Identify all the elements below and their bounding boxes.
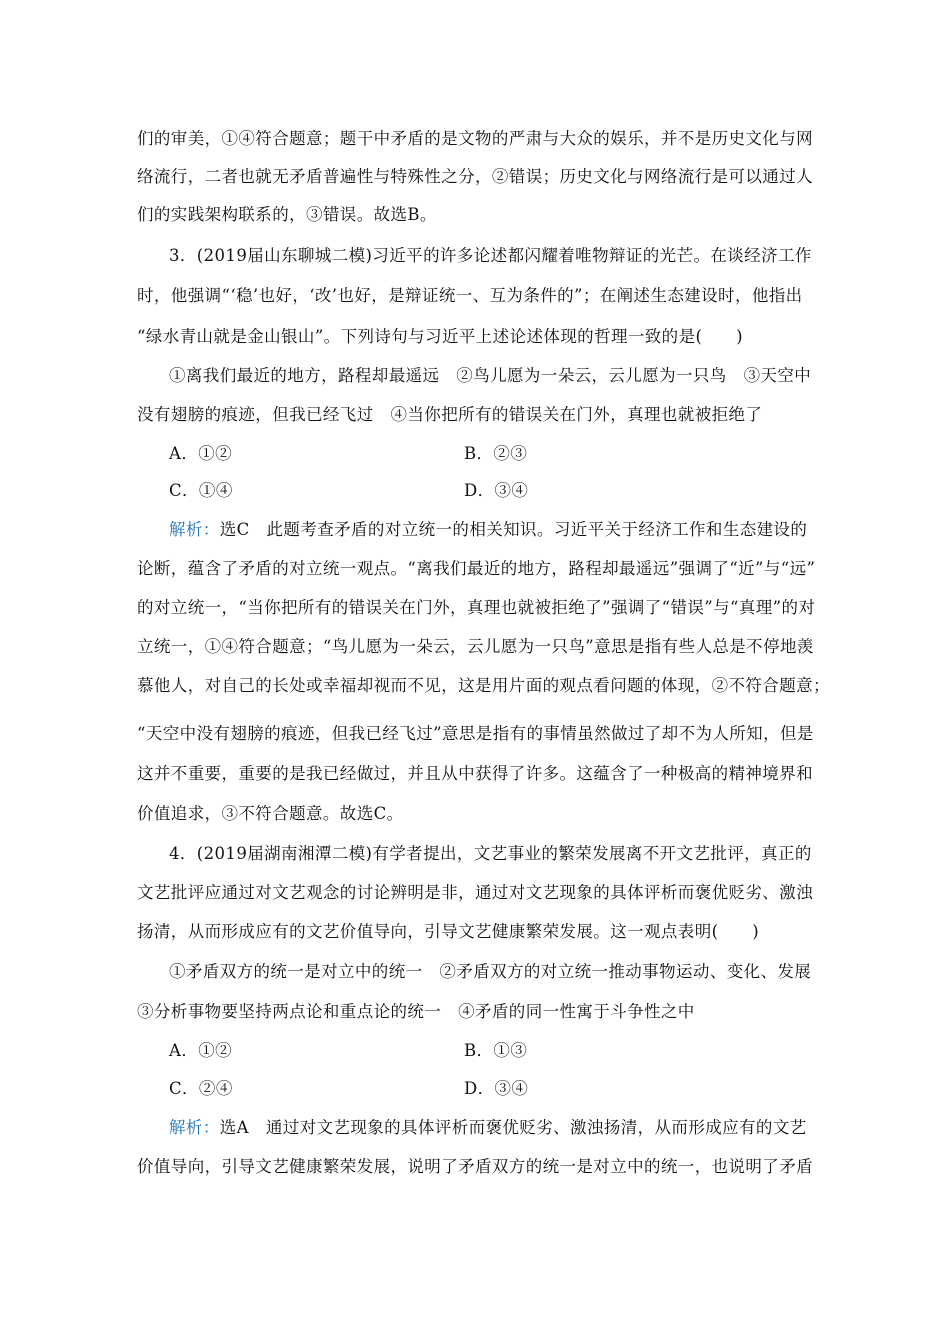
text-line: 络流行，二者也就无矛盾普遍性与特殊性之分，②错误；历史文化与网络流行是可以通过人	[137, 167, 813, 186]
question-4-line: 4．(2019届湖南湘潭二模)有学者提出，文艺事业的繁荣发展离不开文艺批评，真正的	[169, 844, 812, 863]
analysis-line: 慕他人，对自己的长处或幸福却视而不见，这是用片面的观点看问题的体现，②不符合题意；	[137, 676, 830, 695]
option-c: C．①④	[169, 481, 233, 500]
question-3-statements: 没有翅膀的痕迹，但我已经飞过 ④当你把所有的错误关在门外，真理也就被拒绝了	[137, 405, 763, 424]
question-3-line: “绿水青山就是金山银山”。下列诗句与习近平上述论述体现的哲理一致的是( )	[137, 327, 743, 346]
analysis-line: 立统一，①④符合题意；“鸟儿愿为一朵云，云儿愿为一只鸟”意思是指有些人总是不停地羡	[137, 637, 814, 656]
option-d: D．③④	[464, 1079, 529, 1098]
option-a: A．①②	[169, 1041, 233, 1060]
question-4-statements: ③分析事物要坚持两点论和重点论的统一 ④矛盾的同一性寓于斗争性之中	[137, 1002, 695, 1021]
text-line: 们的实践架构联系的，③错误。故选B。	[137, 205, 437, 224]
analysis-line	[169, 1109, 817, 1147]
analysis-label: 解析：	[169, 1118, 220, 1137]
text-line: 们的审美，①④符合题意；题干中矛盾的是文物的严肃与大众的娱乐，并不是历史文化与网	[137, 129, 813, 148]
option-c: C．②④	[169, 1079, 233, 1098]
analysis-line: 价值导向，引导文艺健康繁荣发展，说明了矛盾双方的统一是对立中的统一，也说明了矛盾	[137, 1157, 813, 1176]
question-3-line: 3．(2019届山东聊城二模)习近平的许多论述都闪耀着唯物辩证的光芒。在谈经济工作	[169, 246, 812, 265]
analysis-line: 价值追求，③不符合题意。故选C。	[137, 804, 404, 823]
option-a: A．①②	[169, 444, 233, 463]
question-4-line: 扬清，从而形成应有的文艺价值导向，引导文艺健康繁荣发展。这一观点表明( )	[137, 922, 760, 941]
analysis-line	[169, 511, 817, 549]
analysis-text: 选A 通过对文艺现象的具体评析而褒优贬劣、激浊扬清，从而形成应有的文艺	[219, 1118, 807, 1137]
question-4-line: 文艺批评应通过对文艺观念的讨论辨明是非，通过对文艺现象的具体评析而褒优贬劣、激浊	[137, 883, 813, 902]
analysis-line: “天空中没有翅膀的痕迹，但我已经飞过”意思是指有的事情虽然做过了却不为人所知，但是	[137, 724, 814, 743]
question-3-statements: ①离我们最近的地方，路程却最遥远 ②鸟儿愿为一朵云，云儿愿为一只鸟 ③天空中	[169, 366, 812, 385]
option-b: B．①③	[464, 1041, 528, 1060]
analysis-label: 解析：	[169, 520, 220, 539]
option-b: B．②③	[464, 444, 528, 463]
question-4-statements: ①矛盾双方的统一是对立中的统一 ②矛盾双方的对立统一推动事物运动、变化、发展	[169, 962, 812, 981]
analysis-text: 选C 此题考查矛盾的对立统一的相关知识。习近平关于经济工作和生态建设的	[219, 520, 808, 539]
analysis-line: 的对立统一，“当你把所有的错误关在门外，真理也就被拒绝了”强调了“错误”与“真理”的对	[137, 598, 816, 617]
option-d: D．③④	[464, 481, 529, 500]
question-3-line: 时，他强调“‘稳’也好，‘改’也好，是辩证统一、互为条件的”；在阐述生态建设时，他指出	[137, 286, 803, 305]
analysis-line: 这并不重要，重要的是我已经做过，并且从中获得了许多。这蕴含了一种极高的精神境界和	[137, 764, 813, 783]
analysis-line: 论断，蕴含了矛盾的对立统一观点。“离我们最近的地方，路程却最遥远”强调了“近”与“远”	[137, 559, 816, 578]
